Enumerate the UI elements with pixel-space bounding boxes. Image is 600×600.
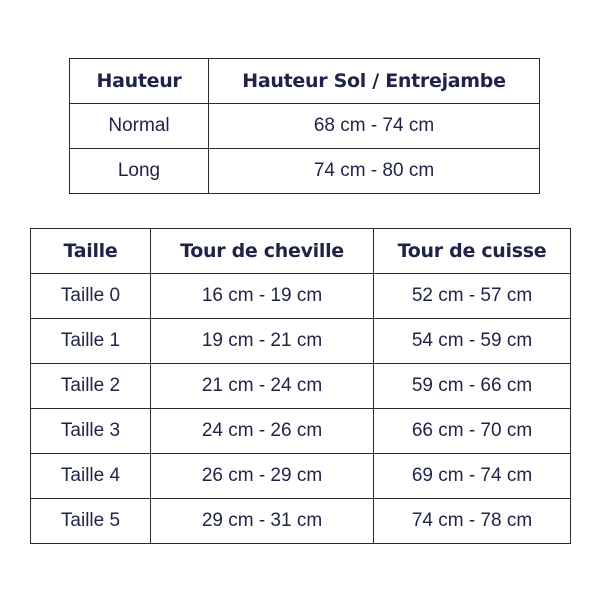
table-row	[70, 149, 540, 194]
table-cell: Taille 0	[31, 274, 151, 319]
table-header-row	[70, 59, 540, 104]
table-cell: 68 cm - 74 cm	[209, 104, 540, 149]
table-cell: Taille 5	[31, 499, 151, 544]
header-cell-taille: Taille	[31, 229, 151, 274]
table-cell: Taille 1	[31, 319, 151, 364]
table-row	[31, 319, 571, 364]
header-cell-tour-de-cheville: Tour de cheville	[151, 229, 374, 274]
table-row	[31, 409, 571, 454]
header-cell-hauteur-sol: Hauteur Sol / Entrejambe	[209, 59, 540, 104]
header-cell-hauteur: Hauteur	[70, 59, 209, 104]
table-cell: 52 cm - 57 cm	[374, 274, 571, 319]
table-cell: 54 cm - 59 cm	[374, 319, 571, 364]
table-cell: 16 cm - 19 cm	[151, 274, 374, 319]
table-cell: 19 cm - 21 cm	[151, 319, 374, 364]
table-cell: 21 cm - 24 cm	[151, 364, 374, 409]
table-row	[31, 454, 571, 499]
table-cell: Normal	[70, 104, 209, 149]
table-row	[70, 104, 540, 149]
table-row	[31, 499, 571, 544]
table-cell: Taille 3	[31, 409, 151, 454]
table-cell: 59 cm - 66 cm	[374, 364, 571, 409]
table-header-row	[31, 229, 571, 274]
table-cell: 74 cm - 78 cm	[374, 499, 571, 544]
table-cell: 24 cm - 26 cm	[151, 409, 374, 454]
table-cell: 74 cm - 80 cm	[209, 149, 540, 194]
table-cell: Taille 2	[31, 364, 151, 409]
table-cell: 29 cm - 31 cm	[151, 499, 374, 544]
size-table	[30, 228, 571, 544]
table-row	[31, 274, 571, 319]
table-cell: 66 cm - 70 cm	[374, 409, 571, 454]
table-cell: Taille 4	[31, 454, 151, 499]
header-cell-tour-de-cuisse: Tour de cuisse	[374, 229, 571, 274]
table-cell: 69 cm - 74 cm	[374, 454, 571, 499]
height-table	[69, 58, 540, 194]
table-cell: Long	[70, 149, 209, 194]
table-row	[31, 364, 571, 409]
table-cell: 26 cm - 29 cm	[151, 454, 374, 499]
